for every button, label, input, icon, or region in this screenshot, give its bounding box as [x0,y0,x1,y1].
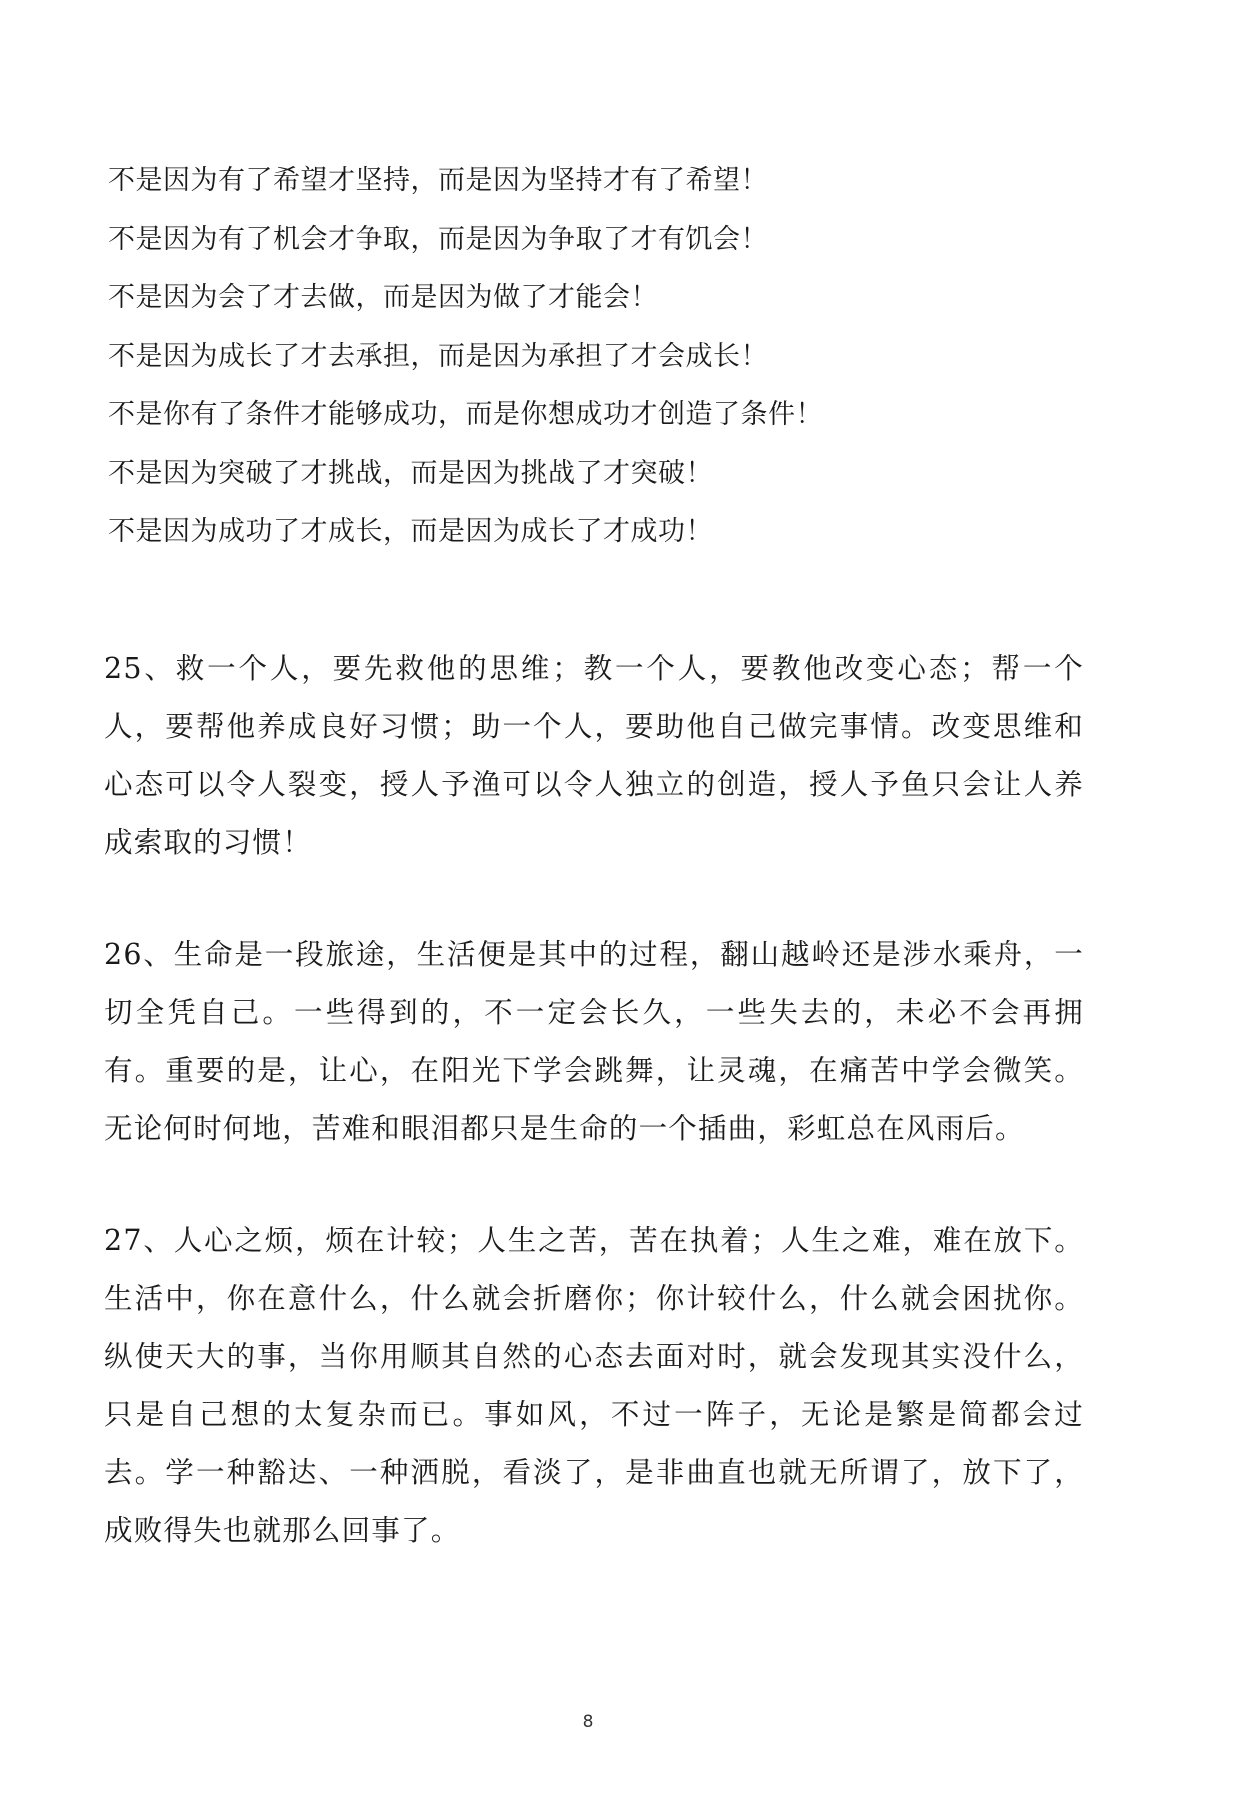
intro-line: 不是因为成长了才去承担，而是因为承担了才会成长！ [108,340,768,372]
intro-line: 不是因为有了希望才坚持，而是因为坚持才有了希望！ [108,165,768,196]
intro-lines [108,152,1108,562]
paragraph-26: 26、生命是一段旅途，生活便是其中的过程，翻山越岭还是涉水乘舟，一切全凭自己。一些得到的，不一定会长久，一些失去的，未必不会再拥有。重要的是，让心，在阳光下学会跳舞，让灵魂，在痛苦中学会微笑。无论何时何地，苦难和眼泪都只是生命的一个插曲，彩虹总在风雨后。 [104,937,1084,1145]
intro-line: 不是因为突破了才挑战，而是因为挑战了才突破！ [108,457,713,489]
paragraph-25: 25、救一个人，要先救他的思维；教一个人，要教他改变心态；帮一个人，要帮他养成良好习惯；助一个人，要助他自己做完事情。改变思维和心态可以令人裂变，授人予渔可以令人独立的创造，授人予鱼只会让人养成索取的习惯！ [104,651,1084,859]
intro-line: 不是因为有了机会才争取，而是因为争取了才有饥会！ [108,223,768,255]
page-number: 8 [582,1712,594,1732]
paragraph-27: 27、人心之烦，烦在计较；人生之苦，苦在执着；人生之难，难在放下。生活中，你在意什么，什么就会折磨你；你计较什么，什么就会困扰你。纵使天大的事，当你用顺其自然的心态去面对时，就会发现其实没什么，只是自己想的太复杂而已。事如风，不过一阵子，无论是繁是简都会过去。学一种豁达、一种洒脱，看淡了，是非曲直也就无所谓了，放下了，成败得失也就那么回事了。 [104,1223,1084,1547]
intro-line: 不是因为成功了才成长，而是因为成长了才成功！ [108,516,713,547]
intro-line: 不是你有了条件才能够成功，而是你想成功才创造了条件！ [108,399,823,430]
intro-line: 不是因为会了才去做，而是因为做了才能会！ [108,282,658,313]
